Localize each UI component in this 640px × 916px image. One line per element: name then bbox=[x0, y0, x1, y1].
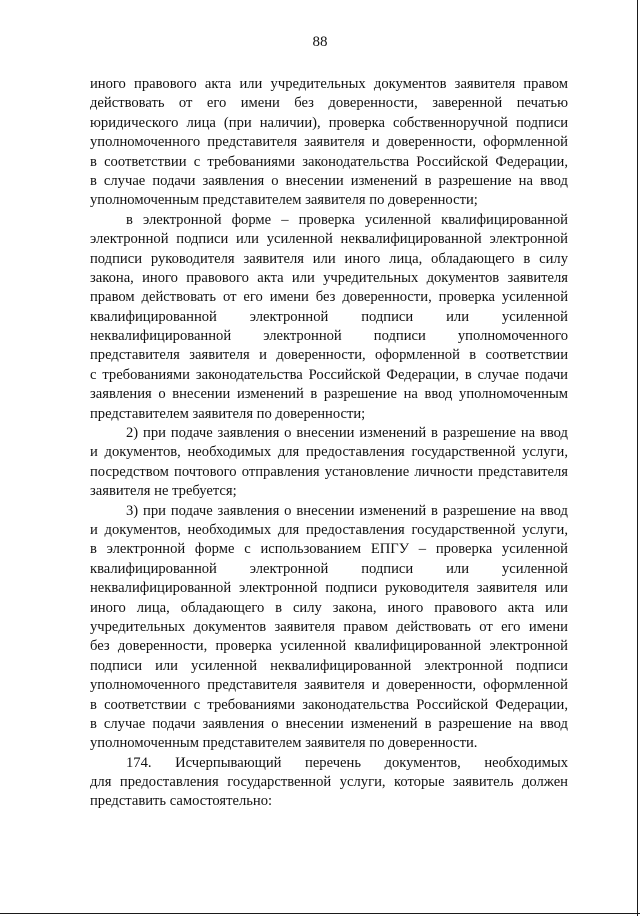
text-line: закона, иного правового акта или учредительных документов заявителя bbox=[90, 269, 568, 286]
text-line: в соответствии с требованиями законодательства Российской Федерации, bbox=[90, 696, 568, 713]
text-line: заявления о внесении изменений в разрешение на ввод уполномоченным bbox=[90, 386, 568, 403]
text-line: в электронной форме – проверка усиленной квалифицированной bbox=[126, 211, 568, 228]
text-line: заявителя не требуется; bbox=[90, 483, 237, 500]
text-line: представителем заявителя по доверенности; bbox=[90, 405, 366, 422]
text-line: квалифицированной электронной подписи или усиленной bbox=[90, 560, 568, 577]
text-line: уполномоченного представителя заявителя и доверенности, оформленной bbox=[90, 134, 568, 151]
page-edge-right bbox=[637, 0, 638, 916]
text-line: юридического лица (при наличии), проверка собственноручной подписи bbox=[90, 114, 568, 131]
text-line: и документов, необходимых для предоставления государственной услуги, bbox=[90, 444, 568, 461]
text-line: в электронной форме с использованием ЕПГУ – проверка усиленной bbox=[90, 541, 568, 558]
text-line: представить самостоятельно: bbox=[90, 793, 273, 810]
text-line: учредительных документов заявителя правом действовать от его имени bbox=[90, 618, 568, 635]
text-line: электронной подписи или усиленной неквалифицированной электронной bbox=[90, 231, 568, 248]
page-number: 88 bbox=[312, 34, 328, 50]
text-line: и документов, необходимых для предоставления государственной услуги, bbox=[90, 521, 568, 538]
text-line: квалифицированной электронной подписи или усиленной bbox=[90, 308, 568, 325]
text-line: неквалифицированной электронной подписи уполномоченного bbox=[90, 328, 568, 345]
text-line: в случае подачи заявления о внесении изменений в разрешение на ввод bbox=[90, 172, 568, 189]
text-line: для предоставления государственной услуги, которые заявитель должен bbox=[90, 774, 568, 791]
text-line: действовать от его имени без доверенности, заверенной печатью bbox=[90, 95, 568, 112]
text-line: иного лица, обладающего в силу закона, иного правового акта или bbox=[90, 599, 568, 616]
text-line: посредством почтового отправления установление личности представителя bbox=[90, 463, 568, 480]
text-line: уполномоченным представителем заявителя по доверенности. bbox=[90, 735, 478, 752]
text-line: 2) при подаче заявления о внесении изменений в разрешение на ввод bbox=[126, 425, 568, 442]
text-line: правом действовать от его имени без доверенности, проверка усиленной bbox=[90, 289, 568, 306]
text-line: без доверенности, проверка усиленной квалифицированной электронной bbox=[90, 638, 568, 655]
page-edge-bottom bbox=[0, 913, 640, 914]
text-line: в соответствии с требованиями законодательства Российской Федерации, bbox=[90, 153, 568, 170]
text-line: уполномоченного представителя заявителя и доверенности, оформленной bbox=[90, 677, 568, 694]
text-line: 3) при подаче заявления о внесении изменений в разрешение на ввод bbox=[126, 502, 568, 519]
text-line: подписи руководителя заявителя или иного лица, обладающего в силу bbox=[90, 250, 568, 267]
text-line: уполномоченным представителем заявителя по доверенности; bbox=[90, 192, 478, 209]
text-line: с требованиями законодательства Российской Федерации, в случае подачи bbox=[90, 366, 568, 383]
text-line: неквалифицированной электронной подписи руководителя заявителя или bbox=[90, 580, 568, 597]
text-line: в случае подачи заявления о внесении изменений в разрешение на ввод bbox=[90, 715, 568, 732]
text-line: иного правового акта или учредительных документов заявителя правом bbox=[90, 76, 568, 92]
document-body bbox=[90, 75, 568, 812]
text-line: 174. Исчерпывающий перечень документов, необходимых bbox=[126, 754, 568, 771]
text-line: представителя заявителя и доверенности, оформленной в соответствии bbox=[90, 347, 568, 364]
text-line: подписи или усиленной неквалифицированной электронной подписи bbox=[90, 657, 568, 674]
